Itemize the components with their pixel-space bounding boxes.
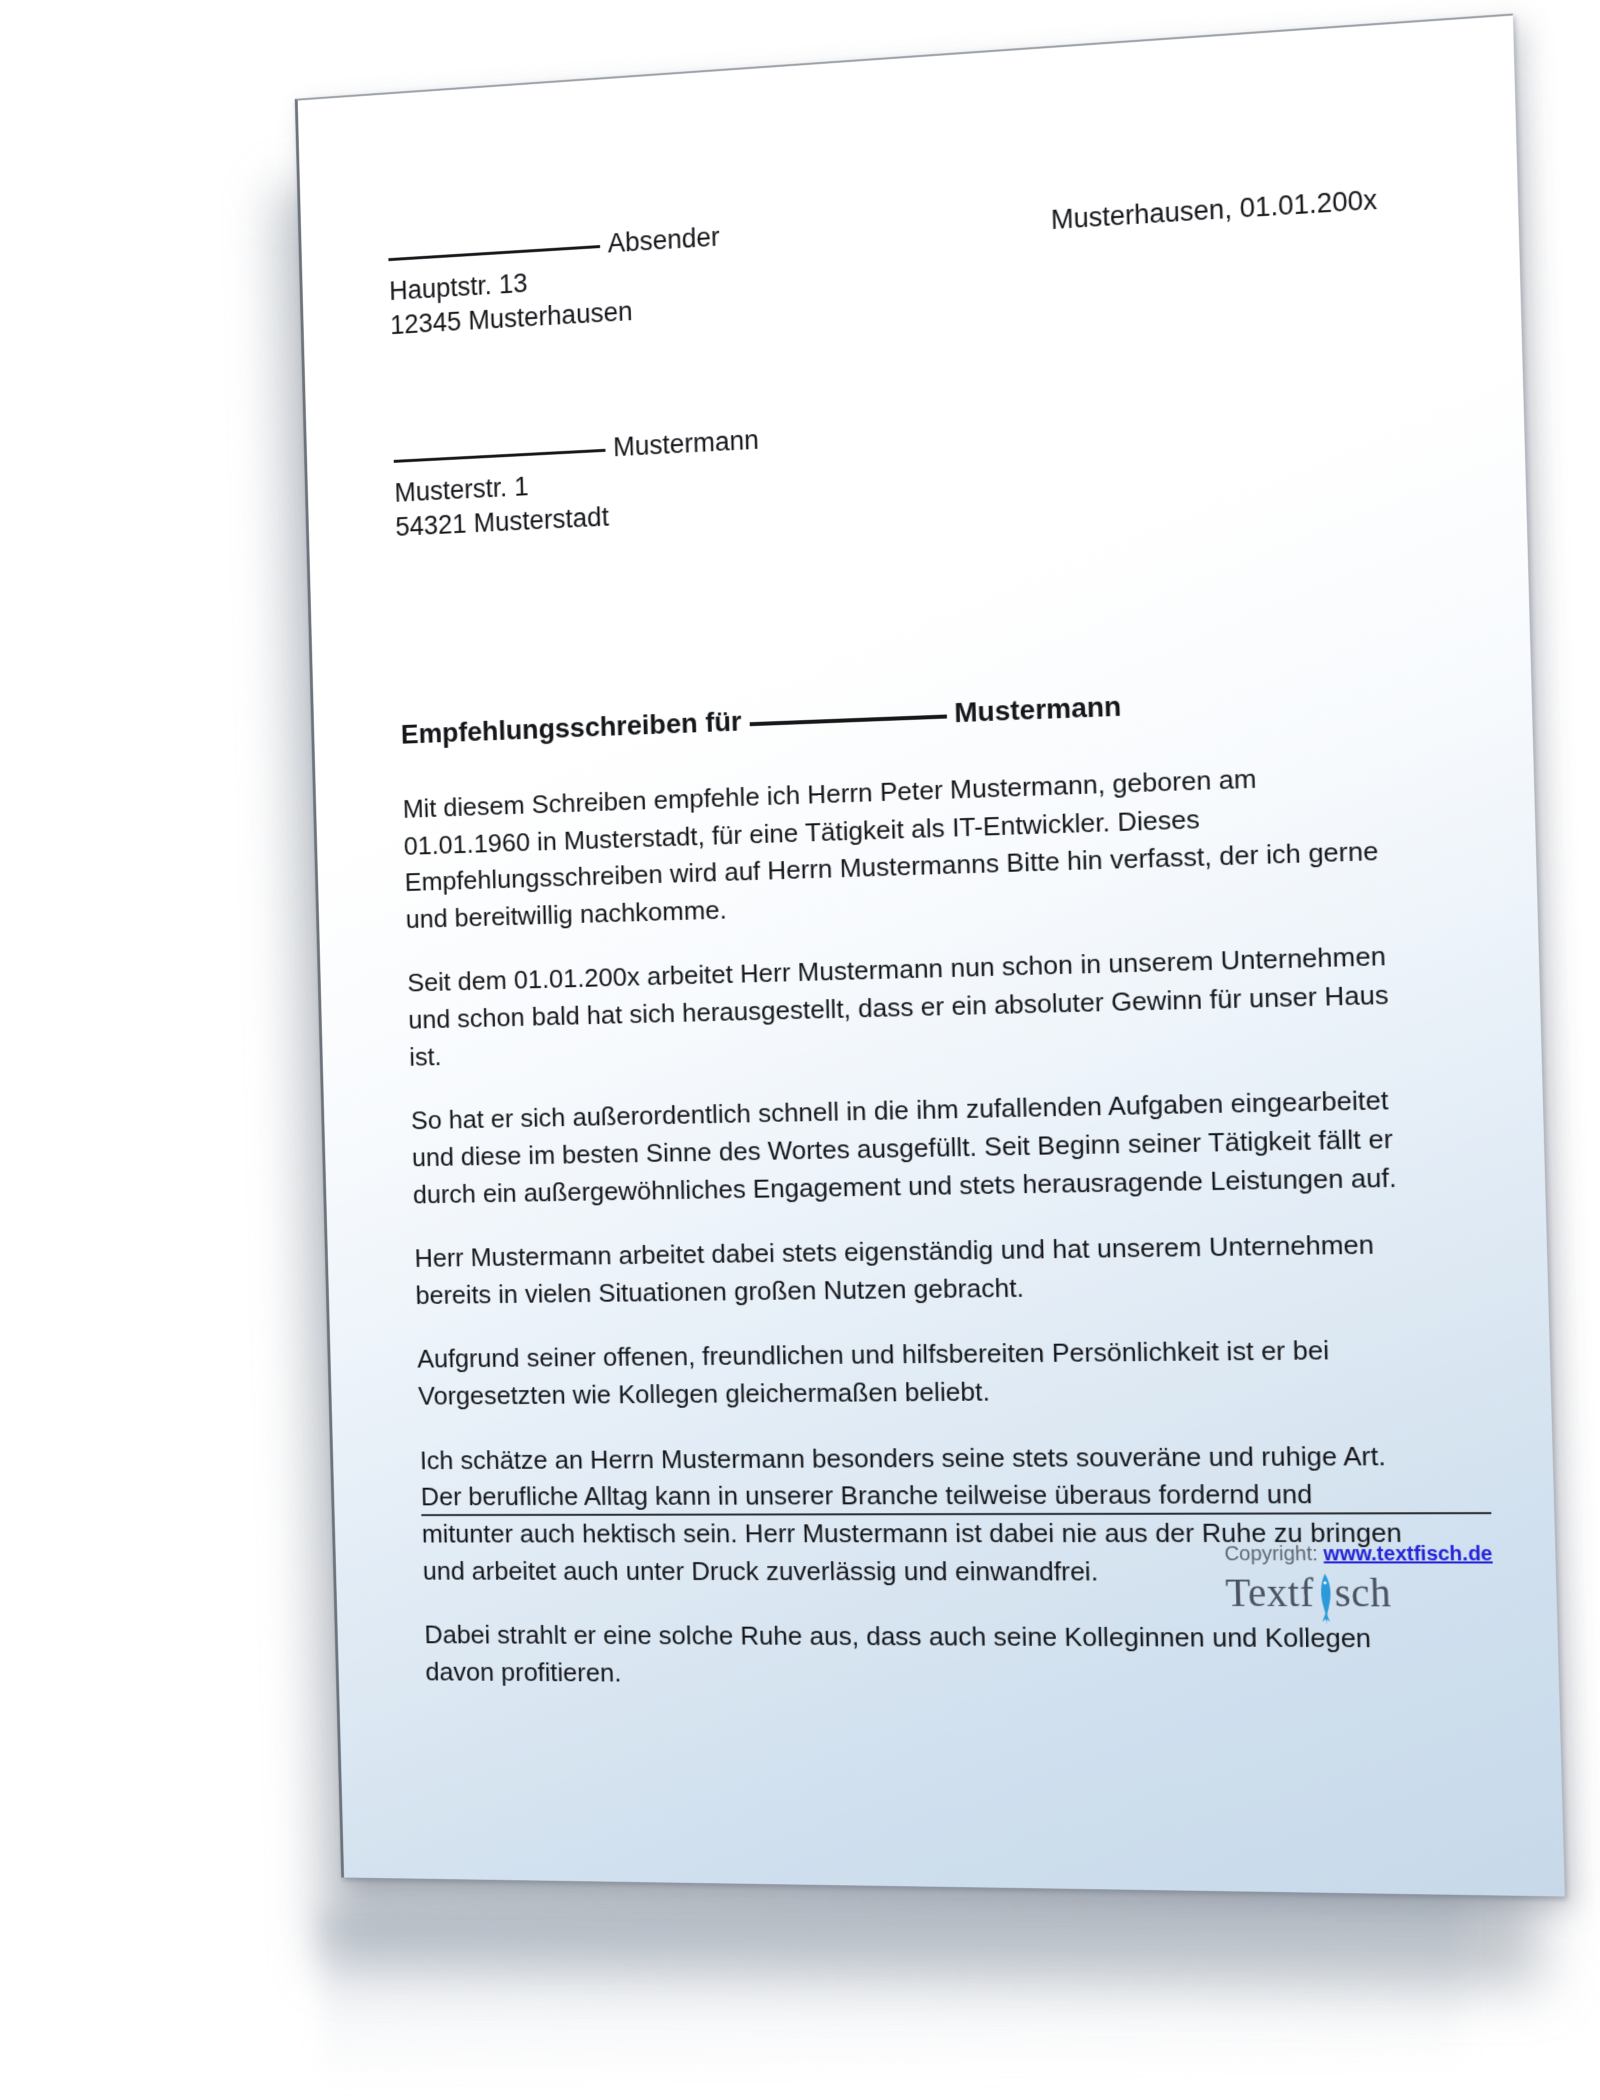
sender-city: 12345 Musterhausen	[389, 296, 633, 341]
document-page	[295, 13, 1565, 1896]
body-paragraph-3: So hat er sich außerordentlich schnell in die ihm zufallenden Aufgaben eingearbeitet und diese im besten Sinne des Wortes ausgefüllt. Seit Beginn seiner Tätigkeit fällt er durch ein außergewöhnliches Engagement und stets herausragende Leistungen auf.	[410, 1085, 1398, 1209]
recipient-street: Musterstr. 1	[394, 471, 530, 509]
footer-brand-group	[1224, 1543, 1494, 1617]
document-footer	[421, 1512, 1494, 1617]
recipient-name-rule	[394, 449, 606, 463]
recipient-name-label: Mustermann	[612, 425, 760, 463]
page-reflection	[320, 1887, 1466, 2088]
sender-name-rule	[388, 245, 600, 261]
date-line: Musterhausen, 01.01.200x	[1050, 184, 1378, 236]
body-paragraph-2: Seit dem 01.01.200x arbeitet Herr Mustermann nun schon in unserem Unternehmen und schon bald hat sich herausgestellt, dass er ein absoluter Gewinn für unser Haus ist.	[407, 941, 1389, 1072]
document-content	[388, 178, 1418, 1697]
subject-prefix: Empfehlungsschreiben für	[400, 705, 742, 750]
subject-suffix: Mustermann	[953, 690, 1122, 728]
sender-street: Hauptstr. 13	[388, 268, 528, 307]
copyright-label: Copyright:	[1224, 1543, 1319, 1566]
subject-name-rule	[749, 714, 946, 726]
brand-text-first: Textf	[1224, 1569, 1315, 1616]
document-page-wrapper	[295, 13, 1565, 1896]
brand-text-last: sch	[1333, 1569, 1392, 1616]
sender-block	[388, 220, 722, 343]
recipient-city: 54321 Musterstadt	[395, 502, 610, 543]
body-paragraph-4: Herr Mustermann arbeitet dabei stets eigenständig und hat unserem Unternehmen bereits in vielen Situationen großen Nutzen gebracht.	[414, 1229, 1375, 1310]
footer-meta	[422, 1543, 1494, 1617]
sender-name-label: Absender	[607, 221, 721, 259]
body-paragraph-6: Ich schätze an Herrn Mustermann besonders seine stets souveräne und ruhige Art. Der berufliche Alltag kann in unserer Branche teilweise überaus fordernd und mitunter auch hektisch sein. Herr Mustermann ist dabei nie aus der Ruhe zu bringen und arbeitet auch unter Druck zuverlässig und einwandfrei.	[419, 1440, 1403, 1587]
body-paragraph-1: Mit diesem Schreiben empfehle ich Herrn Peter Mustermann, geboren am 01.01.1960 in Musterstadt, für eine Tätigkeit als IT-Entwickler. Dieses Empfehlungsschreiben wird auf Herrn Mustermanns Bitte hin verfasst, der ich gerne und bereitwillig nachkomme.	[402, 763, 1379, 934]
body-paragraph-7: Dabei strahlt er eine solche Ruhe aus, dass auch seine Kolleginnen und Kollegen davon profitieren.	[424, 1619, 1372, 1688]
body-paragraph-5: Aufgrund seiner offenen, freundlichen und hilfsbereiten Persönlichkeit ist er bei Vorgesetzten wie Kollegen gleichermaßen beliebt.	[416, 1335, 1330, 1411]
textfisch-website-link[interactable]: www.textfisch.de	[1323, 1542, 1493, 1566]
textfisch-logo	[1225, 1568, 1494, 1616]
copyright-line	[1224, 1543, 1493, 1567]
